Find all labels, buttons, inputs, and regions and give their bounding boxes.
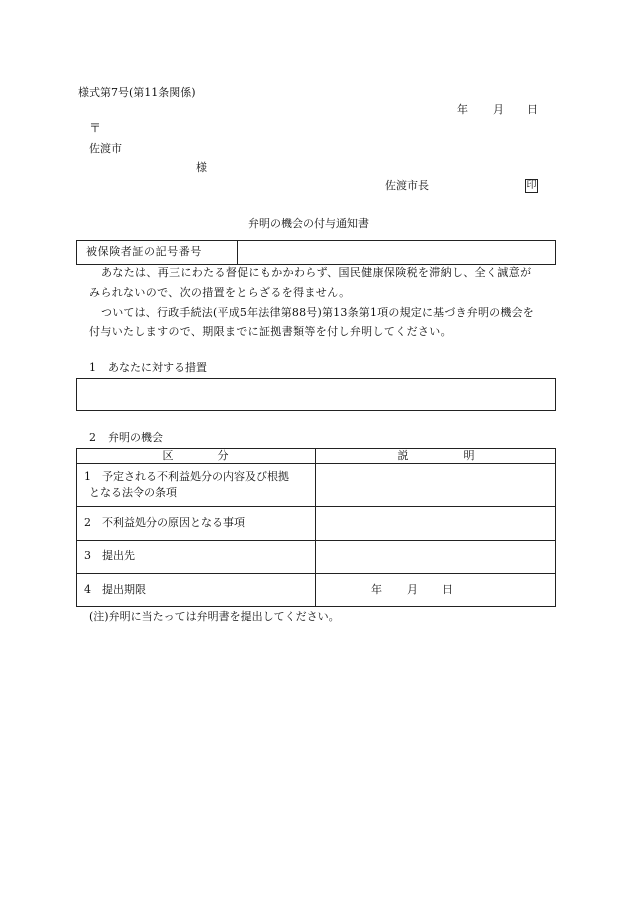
date-year: 年 [457, 103, 468, 116]
body-paragraph-2-line-1: ついては、行政手続法(平成5年法律第88号)第13条第1項の規定に基づき弁明の機会を [101, 306, 534, 319]
row-3-number: 3 [84, 549, 91, 562]
row-2-explanation[interactable] [318, 509, 553, 538]
row-4-label: 提出期限 [102, 583, 146, 596]
seal-mark: 印 [526, 180, 537, 191]
body-paragraph-2-line-2: 付与いたしますので、期限までに証拠書類等を付し弁明してください。 [89, 325, 452, 338]
table-header-category: 区 分 [162, 449, 229, 462]
document-title: 弁明の機会の付与通知書 [248, 217, 369, 230]
table-header-explanation: 説 明 [397, 449, 475, 462]
section-1-heading [89, 361, 207, 375]
section-1-label: あなたに対する措置 [108, 361, 207, 374]
section-2-heading [89, 431, 163, 445]
section-1-number: 1 [89, 361, 96, 374]
row-3-label: 提出先 [102, 549, 135, 562]
footnote: (注)弁明に当たっては弁明書を提出してください。 [89, 610, 340, 623]
body-paragraph-1-line-1: あなたは、再三にわたる督促にもかかわらず、国民健康保険税を滞納し、全く誠意が [101, 266, 532, 279]
row-3-explanation[interactable] [318, 543, 553, 571]
deadline-day: 日 [442, 583, 453, 596]
recipient-city: 佐渡市 [89, 142, 122, 155]
measures-box[interactable] [76, 378, 556, 411]
deadline-year: 年 [371, 583, 382, 596]
row-4-number: 4 [84, 583, 91, 596]
postal-mark: 〒 [89, 121, 102, 135]
body-paragraph-1-line-2: みられないので、次の措置をとらざるを得ません。 [89, 286, 351, 299]
section-2-label: 弁明の機会 [108, 431, 163, 444]
form-number: 様式第7号(第11条関係) [78, 86, 196, 99]
date-month: 月 [493, 103, 504, 116]
recipient-suffix: 様 [196, 161, 207, 174]
row-1-number: 1 [84, 470, 91, 483]
section-2-number: 2 [89, 431, 96, 444]
row-1-label-line-2: となる法令の条項 [89, 486, 177, 499]
insurance-number-label: 被保険者証の記号番号 [86, 245, 202, 258]
row-1-label-line-1: 予定される不利益処分の内容及び根拠 [102, 470, 289, 483]
deadline-month: 月 [407, 583, 418, 596]
insurance-number-value[interactable] [240, 242, 552, 262]
row-2-label: 不利益処分の原因となる事項 [102, 516, 245, 529]
sender-name: 佐渡市長 [385, 179, 429, 192]
row-2-number: 2 [84, 516, 91, 529]
date-day: 日 [527, 103, 538, 116]
row-1-explanation[interactable] [318, 466, 553, 504]
